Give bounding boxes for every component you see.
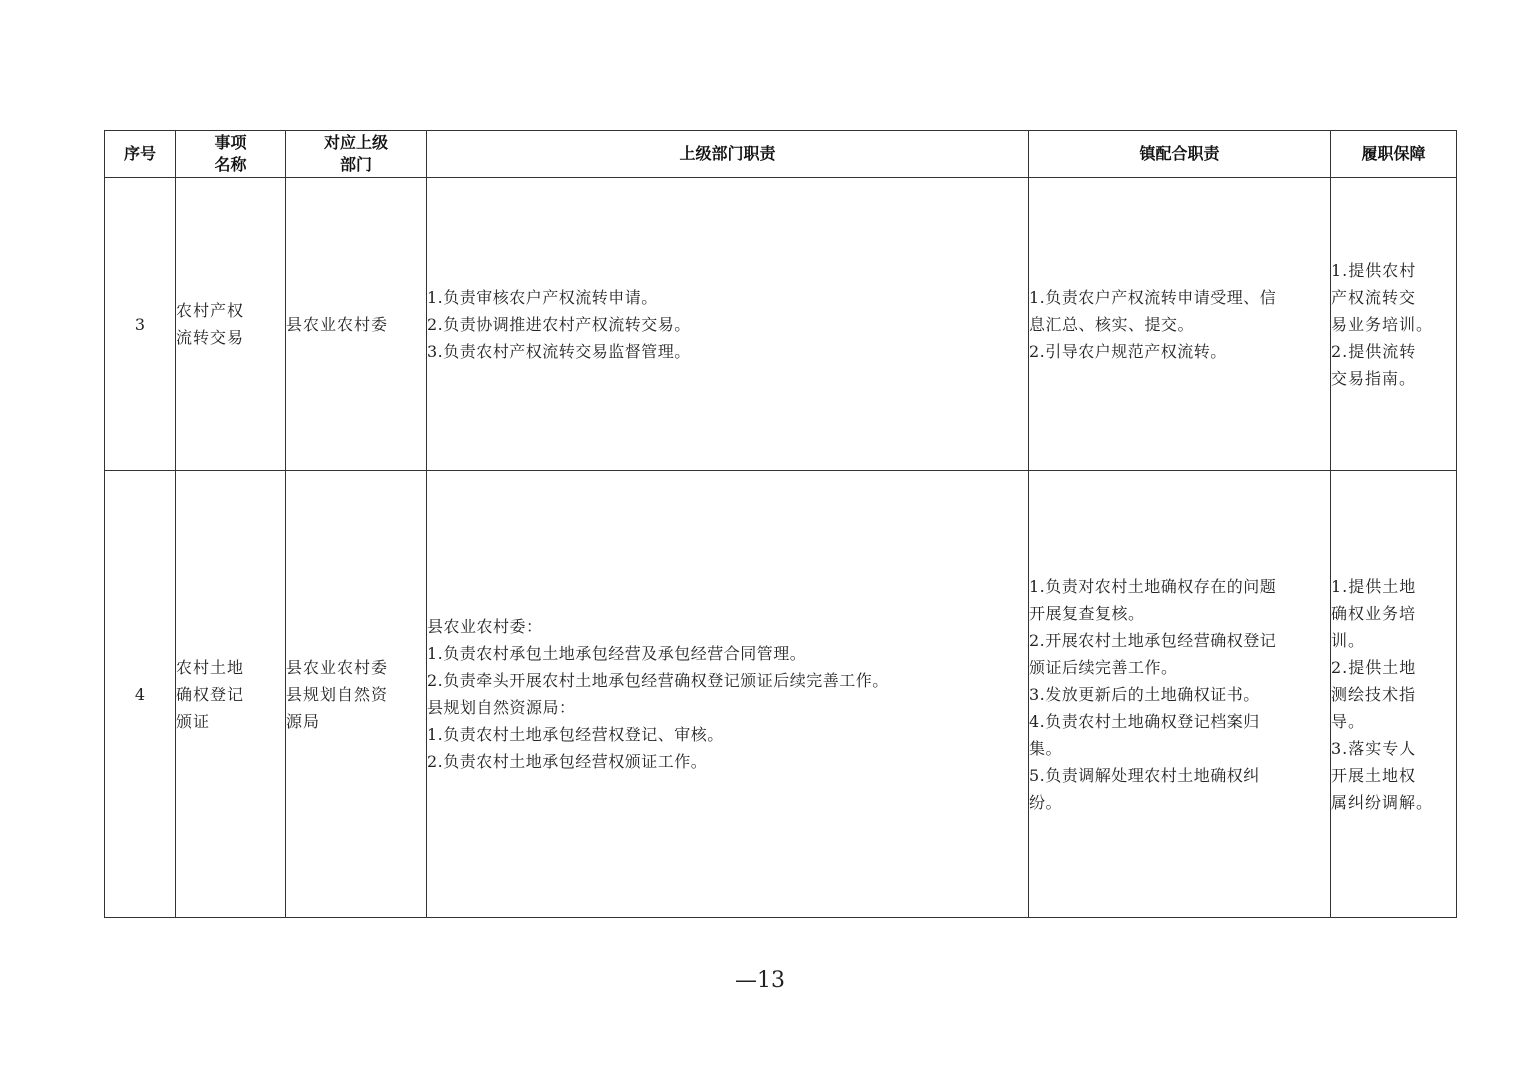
town-duty-line: 颁证后续完善工作。 bbox=[1029, 657, 1178, 677]
upper-duty-line: 1.负责农村土地承包经营权登记、审核。 bbox=[427, 725, 724, 744]
dept-line: 县农业农村委 bbox=[286, 657, 389, 677]
header-seq: 序号 bbox=[105, 131, 176, 178]
header-guarantee: 履职保障 bbox=[1331, 131, 1457, 178]
row-guarantee bbox=[1331, 178, 1457, 471]
guarantee-line: 属纠纷调解。 bbox=[1331, 792, 1434, 812]
upper-duty-line: 2.负责农村土地承包经营权颁证工作。 bbox=[427, 752, 708, 771]
guarantee-line: 3.落实专人 bbox=[1331, 738, 1417, 758]
guarantee-line: 易业务培训。 bbox=[1331, 314, 1434, 334]
guarantee-line: 开展土地权 bbox=[1331, 765, 1417, 785]
guarantee-line: 确权业务培 bbox=[1331, 603, 1417, 623]
town-duty-line: 1.负责对农村土地确权存在的问题 bbox=[1029, 576, 1277, 596]
town-duty-line: 2.开展农村土地承包经营确权登记 bbox=[1029, 630, 1277, 650]
guarantee-line: 产权流转交 bbox=[1331, 287, 1417, 307]
guarantee-line: 1.提供农村 bbox=[1331, 260, 1417, 280]
header-item-name-line: 名称 bbox=[214, 155, 247, 174]
town-duty-line: 开展复查复核。 bbox=[1029, 603, 1145, 623]
header-town-duty: 镇配合职责 bbox=[1029, 131, 1331, 178]
row-upper-duty bbox=[427, 471, 1029, 918]
item-name-line: 农村产权 bbox=[176, 301, 245, 320]
row-seq: 4 bbox=[105, 471, 176, 918]
row-town-duty bbox=[1029, 178, 1331, 471]
item-name-line: 确权登记 bbox=[176, 684, 245, 704]
guarantee-line: 2.提供流转 bbox=[1331, 341, 1417, 361]
guarantee-line: 测绘技术指 bbox=[1331, 684, 1417, 704]
upper-duty-line: 1.负责审核农户产权流转申请。 bbox=[427, 287, 658, 307]
guarantee-line: 训。 bbox=[1331, 630, 1366, 650]
town-duty-line: 息汇总、核实、提交。 bbox=[1029, 314, 1195, 334]
item-name-line: 农村土地 bbox=[176, 657, 245, 677]
dept-line: 源局 bbox=[286, 711, 321, 731]
town-duty-line: 2.引导农户规范产权流转。 bbox=[1029, 341, 1227, 361]
upper-duty-line: 1.负责农村承包土地承包经营及承包经营合同管理。 bbox=[427, 644, 807, 663]
dept-line: 县规划自然资 bbox=[286, 684, 389, 704]
row-upper-dept bbox=[286, 178, 427, 471]
town-duty-line: 4.负责农村土地确权登记档案归 bbox=[1029, 711, 1260, 731]
duty-table bbox=[104, 130, 1457, 918]
upper-duty-line: 县农业农村委： bbox=[427, 617, 543, 636]
town-duty-line: 1.负责农户产权流转申请受理、信 bbox=[1029, 287, 1277, 307]
row-upper-dept bbox=[286, 471, 427, 918]
dept-line: 县农业农村委 bbox=[286, 314, 389, 334]
page-number: —13 bbox=[735, 968, 785, 993]
row-item-name bbox=[176, 471, 286, 918]
guarantee-line: 1.提供土地 bbox=[1331, 576, 1417, 596]
guarantee-line: 交易指南。 bbox=[1331, 368, 1417, 388]
header-upper-duty: 上级部门职责 bbox=[427, 131, 1029, 178]
guarantee-line: 导。 bbox=[1331, 711, 1366, 731]
item-name-line: 颁证 bbox=[176, 711, 211, 731]
town-duty-line: 3.发放更新后的土地确权证书。 bbox=[1029, 684, 1260, 704]
upper-duty-line: 县规划自然资源局： bbox=[427, 698, 576, 717]
header-item-name-line: 事项 bbox=[214, 133, 247, 152]
town-duty-line: 5.负责调解处理农村土地确权纠 bbox=[1029, 765, 1260, 785]
header-item-name bbox=[176, 131, 286, 178]
table-row bbox=[105, 178, 1457, 471]
header-upper-dept-line: 部门 bbox=[339, 155, 372, 174]
table-header-row bbox=[105, 131, 1457, 178]
item-name-line: 流转交易 bbox=[176, 328, 245, 347]
row-upper-duty bbox=[427, 178, 1029, 471]
row-town-duty bbox=[1029, 471, 1331, 918]
header-upper-dept-line: 对应上级 bbox=[323, 133, 388, 152]
town-duty-line: 纷。 bbox=[1029, 792, 1063, 812]
row-item-name bbox=[176, 178, 286, 471]
upper-duty-line: 2.负责协调推进农村产权流转交易。 bbox=[427, 314, 691, 334]
row-guarantee bbox=[1331, 471, 1457, 918]
town-duty-line: 集。 bbox=[1029, 738, 1063, 758]
row-seq: 3 bbox=[105, 178, 176, 471]
header-upper-dept bbox=[286, 131, 427, 178]
table-row bbox=[105, 471, 1457, 918]
guarantee-line: 2.提供土地 bbox=[1331, 657, 1417, 677]
upper-duty-line: 3.负责农村产权流转交易监督管理。 bbox=[427, 341, 691, 361]
upper-duty-line: 2.负责牵头开展农村土地承包经营确权登记颁证后续完善工作。 bbox=[427, 671, 889, 690]
